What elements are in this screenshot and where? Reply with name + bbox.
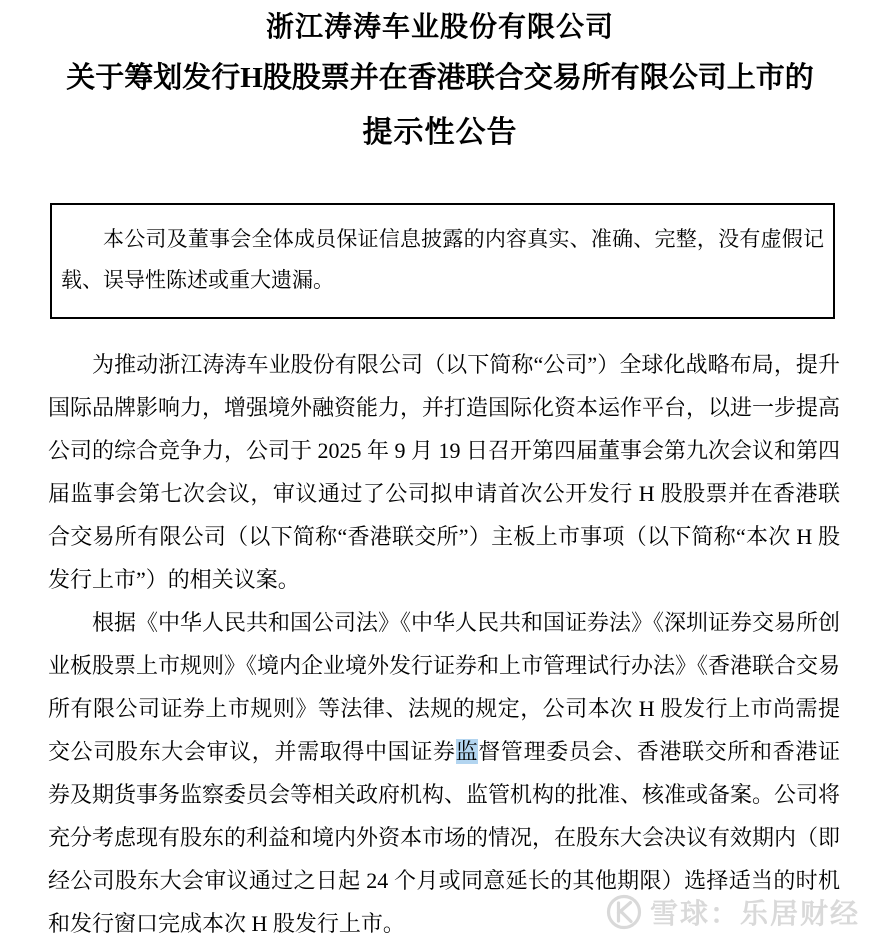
xueqiu-logo-icon <box>605 893 643 931</box>
paragraph-2-text-before-highlight: 根据《中华人民共和国公司法》《中华人民共和国证券法》《深圳证券交易所创业板股票上市规则》《境内企业境外发行证券和上市管理试行办法》《香港联合交易所有限公司证券上市规则》等法律、法规的规定，公司本次 H 股发行上市尚需提交公司股东大会审议，并需取得中国证券 <box>48 610 841 764</box>
announcement-subtitle: 提示性公告 <box>362 116 518 149</box>
watermark-label: 雪球：乐居财经 <box>649 898 860 929</box>
disclaimer-text: 本公司及董事会全体成员保证信息披露的内容真实、准确、完整，没有虚假记载、误导性陈述或重大遗漏。 <box>61 227 824 292</box>
body-paragraph-1: 为推动浙江涛涛车业股份有限公司（以下简称“公司”）全球化战略布局，提升国际品牌影响力，增强境外融资能力，并打造国际化资本运作平台，以进一步提高公司的综合竞争力，公司于 2025 年 9 月 19 日召开第四届董事会第九次会议和第四届监事会第七次会议，审议通过了公司拟申请首次公开发行 H 股股票并在香港联合交易所有限公司（以下简称“香港联交所”）主板上市事项（以下简称“本次 H 股发行上市”）的相关议案。 <box>48 352 841 592</box>
highlighted-text: 监 <box>455 739 479 764</box>
announcement-title-line: 关于筹划发行H股股票并在香港联合交易所有限公司上市的 <box>66 62 814 94</box>
document-body <box>48 343 840 940</box>
paragraph-2-text-after-highlight: 督管理委员会、香港联交所和香港证券及期货事务监察委员会等相关政府机构、监管机构的批准、核准或备案。公司将充分考虑现有股东的利益和境内外资本市场的情况，在股东大会决议有效期内（即经公司股东大会审议通过之日起 24 个月或同意延长的其他期限）选择适当的时机和发行窗口完成本次 H 股发行上市。 <box>48 739 841 936</box>
watermark <box>605 892 860 932</box>
body-paragraph-2 <box>48 601 840 940</box>
disclaimer-box <box>50 203 835 319</box>
company-name-title: 浙江涛涛车业股份有限公司 <box>265 12 614 43</box>
document-header <box>0 0 880 148</box>
